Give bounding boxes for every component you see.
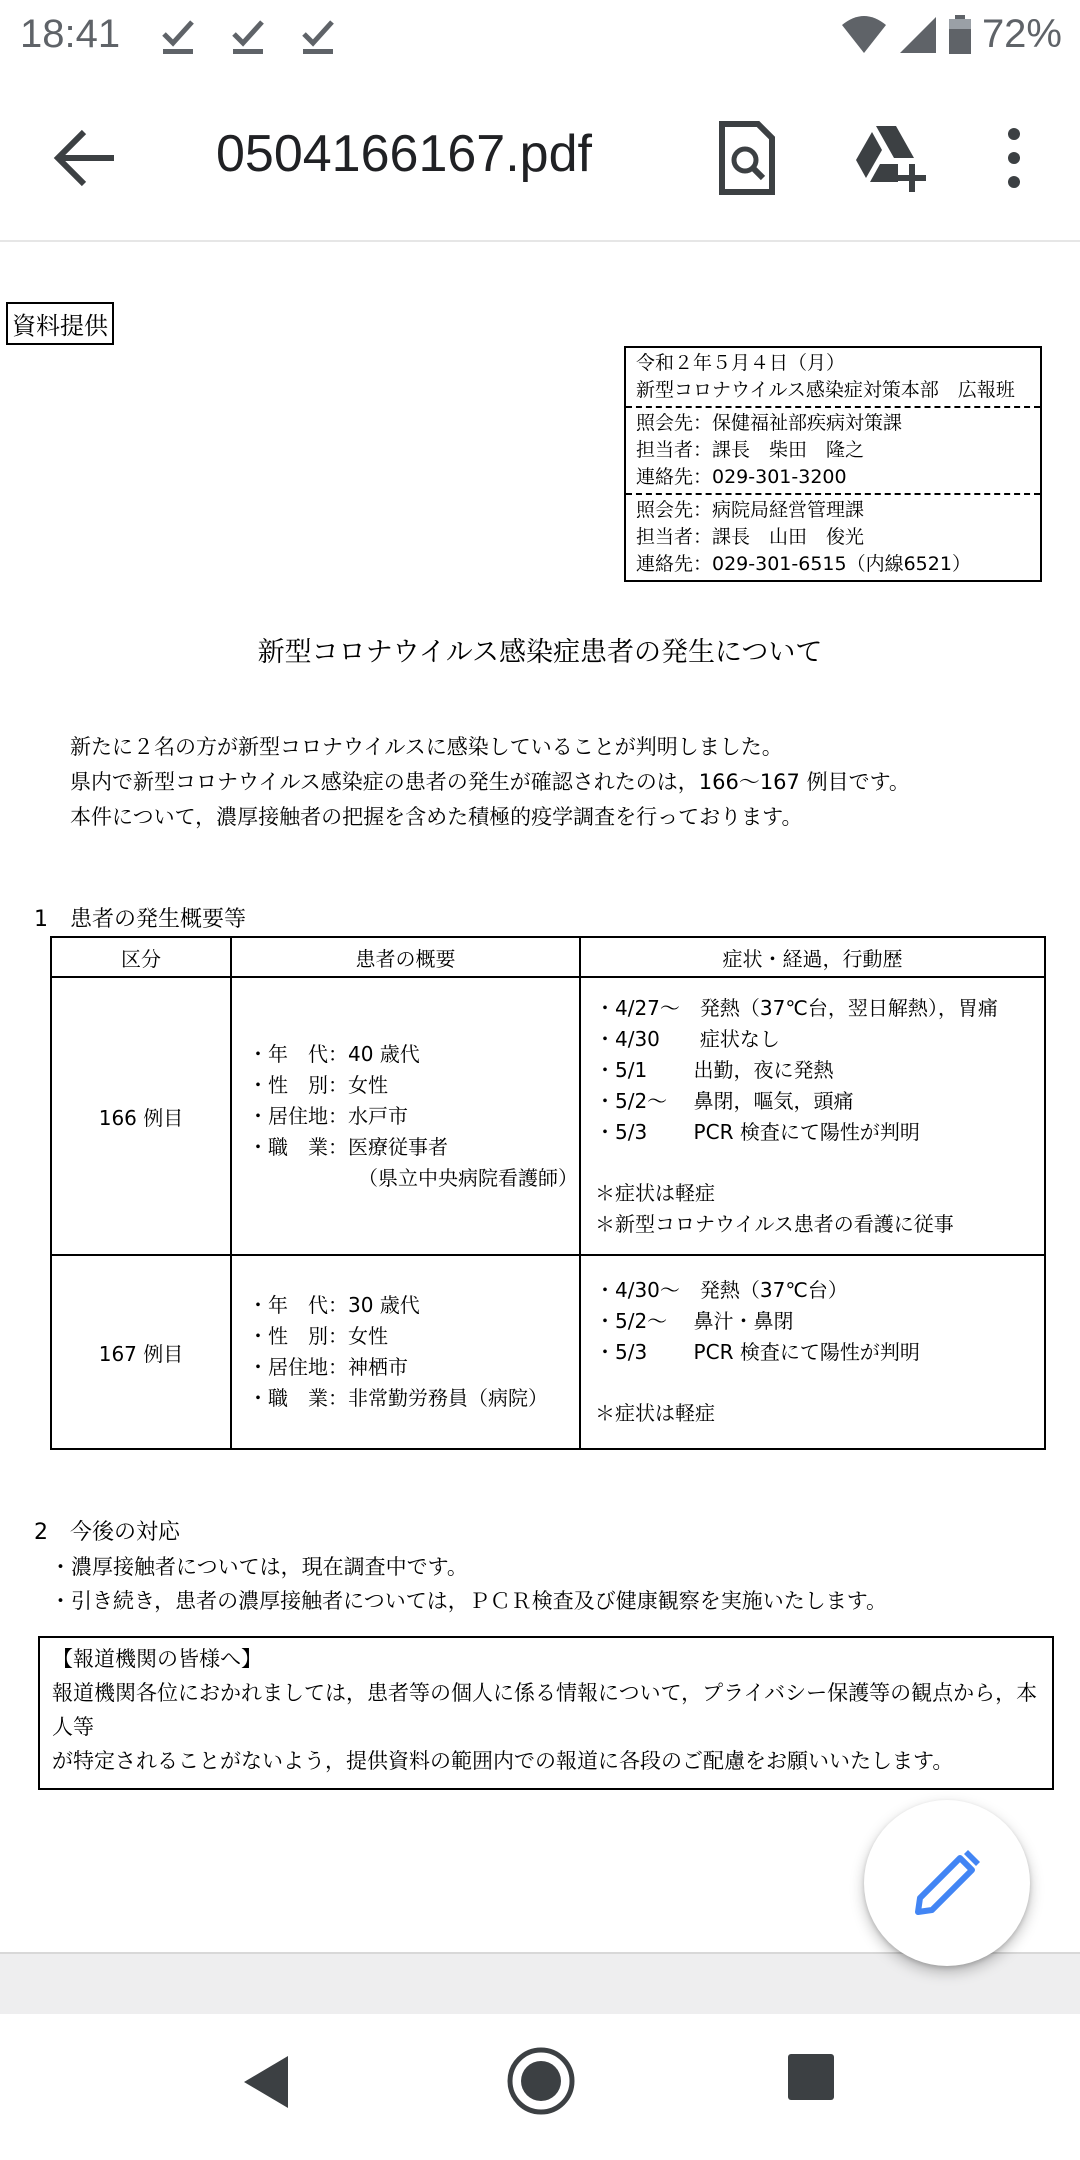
symptom-line: ・5/3 PCR 検査にて陽性が判明: [595, 1119, 920, 1144]
notice-title: 【報道機関の皆様へ】: [52, 1647, 262, 1671]
symptom-note: ＊新型コロナウイルス患者の看護に従事: [595, 1211, 954, 1236]
intro-line: 本件について，濃厚接触者の把握を含めた積極的疫学調査を行っております。: [70, 805, 803, 829]
symptom-line: ・5/2～ 鼻汁・鼻閉: [595, 1309, 794, 1333]
more-options-button[interactable]: [996, 120, 1032, 196]
info-line: 担当者：課長 柴田 隆之: [636, 439, 865, 461]
info-line: 連絡先：029-301-6515（内線6521）: [636, 553, 971, 575]
profile-line: ・年 代：40 歳代: [248, 1041, 420, 1066]
profile-line: ・居住地：神栖市: [248, 1355, 408, 1379]
info-line: 担当者：課長 山田 俊光: [636, 526, 865, 548]
symptom-history: [580, 1255, 1045, 1449]
document-badge: 資料提供: [6, 302, 114, 345]
app-bar: [0, 76, 1080, 242]
intro-paragraph: [70, 730, 910, 835]
profile-line: ・年 代：30 歳代: [248, 1293, 420, 1317]
symptom-line: ・5/1 出勤，夜に発熱: [595, 1057, 834, 1082]
status-bar: [0, 0, 1080, 76]
info-group: [626, 348, 1040, 406]
info-line: 連絡先：029-301-3200: [636, 466, 847, 488]
press-notice-box: [38, 1636, 1054, 1790]
info-line: 照会先：病院局経営管理課: [636, 499, 865, 521]
more-vert-icon: [996, 120, 1032, 196]
search-document-icon: [712, 120, 782, 196]
battery-percent: 72%: [981, 12, 1062, 56]
symptom-note: ＊症状は軽症: [595, 1401, 715, 1425]
patient-table: [50, 936, 1046, 1450]
add-to-drive-button[interactable]: [852, 120, 922, 196]
section-2-item: ・引き続き，患者の濃厚接触者については，ＰＣＲ検査及び健康観察を実施いたします。: [50, 1589, 888, 1613]
info-group: [626, 493, 1040, 580]
check-icon: [160, 16, 196, 56]
navigation-bar: [0, 2016, 1080, 2160]
check-icon: [300, 16, 336, 56]
symptom-line: ・4/30～ 発熱（37℃台）: [595, 1278, 848, 1302]
symptom-line: ・4/30 症状なし: [595, 1026, 780, 1051]
document-heading: 新型コロナウイルス感染症患者の発生について: [257, 637, 823, 668]
back-triangle-icon: [240, 2052, 292, 2112]
status-time: 18:41: [20, 12, 121, 56]
column-header: 患者の概要: [231, 937, 580, 977]
profile-line: ・職 業：非常勤労務員（病院）: [248, 1386, 548, 1410]
symptom-line: ・5/3 PCR 検査にて陽性が判明: [595, 1340, 920, 1364]
intro-line: 新たに２名の方が新型コロナウイルスに感染していることが判明しました。: [70, 735, 783, 759]
edit-pencil-icon: [908, 1844, 986, 1922]
table-row: [51, 1255, 1045, 1449]
nav-back-button[interactable]: [240, 2052, 292, 2116]
contact-info-box: [624, 346, 1042, 582]
case-number: 167 例目: [51, 1255, 231, 1449]
back-button[interactable]: [50, 126, 120, 190]
profile-line: ・性 別：女性: [248, 1324, 388, 1348]
find-in-document-button[interactable]: [712, 120, 782, 196]
info-group: [626, 406, 1040, 493]
drive-add-icon: [852, 120, 928, 196]
symptom-line: ・5/2～ 鼻閉，嘔気，頭痛: [595, 1088, 854, 1113]
section-2-item: ・濃厚接触者については，現在調査中です。: [50, 1555, 468, 1579]
recents-square-icon: [786, 2052, 836, 2102]
section-2: [34, 1516, 887, 1618]
profile-line: ・居住地：水戸市: [248, 1103, 408, 1128]
section-2-title: 2 今後の対応: [34, 1520, 180, 1545]
intro-line: 県内で新型コロナウイルス感染症の患者の発生が確認されたのは，166～167 例目です。: [70, 770, 910, 794]
symptom-line: ・4/27～ 発熱（37℃台，翌日解熱），胃痛: [595, 995, 998, 1020]
table-row: [51, 977, 1045, 1255]
document-title: 0504166167.pdf: [216, 125, 592, 183]
check-icon: [230, 16, 266, 56]
pdf-page: [0, 242, 1080, 1954]
battery-icon: [948, 15, 972, 55]
notification-icons: [160, 16, 336, 56]
profile-line: （県立中央病院看護師）: [358, 1165, 578, 1190]
page-gutter: [0, 1952, 1080, 2014]
profile-line: ・職 業：医療従事者: [248, 1134, 448, 1159]
patient-profile: [231, 977, 580, 1255]
wifi-icon: [840, 15, 888, 55]
symptom-note: ＊症状は軽症: [595, 1180, 715, 1205]
signal-icon: [898, 15, 938, 55]
column-header: 区分: [51, 937, 231, 977]
info-line: 令和２年５月４日（月）: [636, 352, 846, 374]
nav-recents-button[interactable]: [786, 2052, 836, 2106]
section-1-title: 1 患者の発生概要等: [34, 907, 246, 932]
symptom-history: [580, 977, 1045, 1255]
back-arrow-icon: [50, 126, 120, 190]
info-line: 新型コロナウイルス感染症対策本部 広報班: [636, 379, 1015, 401]
edit-fab-button[interactable]: [864, 1800, 1030, 1966]
nav-home-button[interactable]: [506, 2046, 576, 2120]
patient-profile: [231, 1255, 580, 1449]
notice-line: が特定されることがないよう，提供資料の範囲内での報道に各段のご配慮をお願いいたします。: [52, 1749, 954, 1773]
info-line: 照会先：保健福祉部疾病対策課: [636, 412, 903, 434]
case-number: 166 例目: [51, 977, 231, 1255]
home-circle-icon: [506, 2046, 576, 2116]
table-header-row: [51, 937, 1045, 977]
notice-line: 報道機関各位におかれましては，患者等の個人に係る情報について，プライバシー保護等の観点から，本人等: [52, 1681, 1038, 1739]
profile-line: ・性 別：女性: [248, 1072, 388, 1097]
status-right: [840, 12, 1062, 57]
column-header: 症状・経過，行動歴: [580, 937, 1045, 977]
